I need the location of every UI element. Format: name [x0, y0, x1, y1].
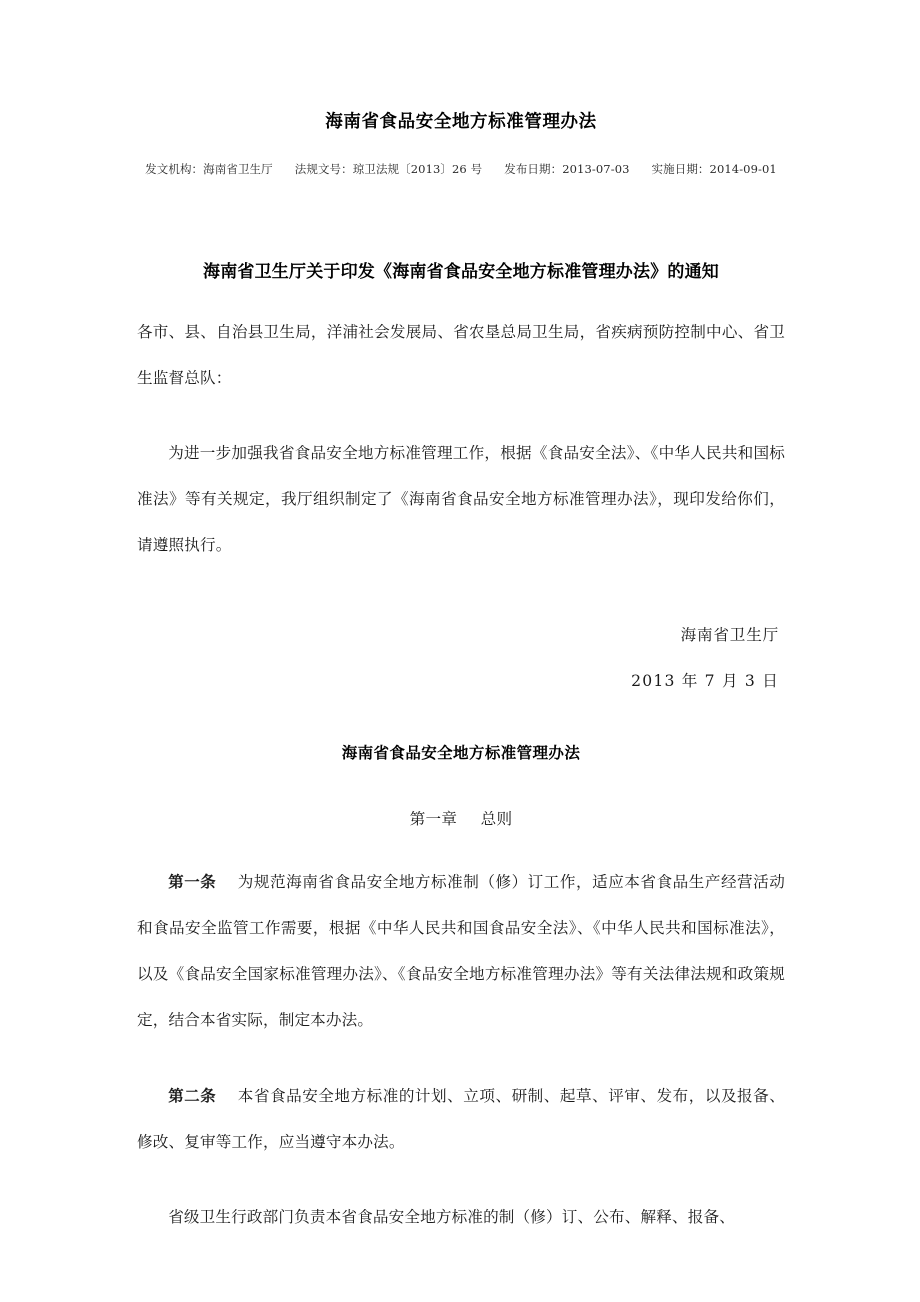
article-2 — [137, 1043, 785, 1165]
meta-effective-date — [652, 162, 777, 176]
chapter-number: 第一章 — [409, 810, 458, 829]
article-2-text: 本省食品安全地方标准的计划、立项、研制、起草、评审、发布，以及报备、修改、复审等工作，应当遵守本办法。 — [137, 1087, 785, 1152]
meta-issuing-agency — [145, 162, 273, 176]
article-1-number: 第一条 — [168, 873, 217, 892]
chapter-heading — [137, 765, 785, 829]
signature-organization: 海南省卫生厅 — [680, 626, 779, 644]
meta-publish-date — [504, 162, 629, 176]
trailing-paragraph: 省级卫生行政部门负责本省食品安全地方标准的制（修）订、公布、解释、报备、 — [168, 1208, 735, 1227]
page-content — [137, 0, 785, 1240]
signature-date: 2013 年 7 月 3 日 — [631, 672, 779, 690]
meta-publish-date-value: 2013-07-03 — [562, 161, 630, 176]
notice-body-paragraph: 为进一步加强我省食品安全地方标准管理工作，根据《食品安全法》、《中华人民共和国标准法》等有关规定，我厅组织制定了《海南省食品安全地方标准管理办法》，现印发给你们，请遵照执行。 — [137, 444, 785, 554]
notice-heading: 海南省卫生厅关于印发《海南省食品安全地方标准管理办法》的通知 — [203, 261, 719, 282]
meta-issuing-agency-label: 发文机构： — [145, 161, 204, 176]
article-2-number: 第二条 — [168, 1087, 217, 1106]
document-metadata-line — [137, 135, 785, 177]
article-1 — [137, 829, 785, 1043]
meta-effective-date-label: 实施日期： — [651, 161, 710, 176]
regulation-title: 海南省食品安全地方标准管理办法 — [341, 744, 581, 762]
meta-document-number — [295, 162, 482, 176]
meta-document-number-value: 琼卫法规〔2013〕26 号 — [352, 161, 483, 176]
page-title: 海南省食品安全地方标准管理办法 — [325, 112, 597, 132]
chapter-name: 总则 — [480, 810, 513, 829]
meta-document-number-label: 法规文号： — [294, 161, 353, 176]
article-1-text: 为规范海南省食品安全地方标准制（修）订工作，适应本省食品生产经营活动和食品安全监管工作需要，根据《中华人民共和国食品安全法》、《中华人民共和国标准法》，以及《食品安全国家标准管理办法》、《食品安全地方标准管理办法》等有关法律法规和政策规定，结合本省实际，制定本办法。 — [137, 873, 785, 1030]
meta-publish-date-label: 发布日期： — [504, 161, 563, 176]
notice-addressee: 各市、县、自治县卫生局，洋浦社会发展局、省农垦总局卫生局，省疾病预防控制中心、省卫生监督总队： — [137, 323, 785, 387]
meta-issuing-agency-value: 海南省卫生厅 — [203, 161, 273, 176]
signature-block — [137, 568, 785, 704]
meta-effective-date-value: 2014-09-01 — [709, 161, 777, 176]
